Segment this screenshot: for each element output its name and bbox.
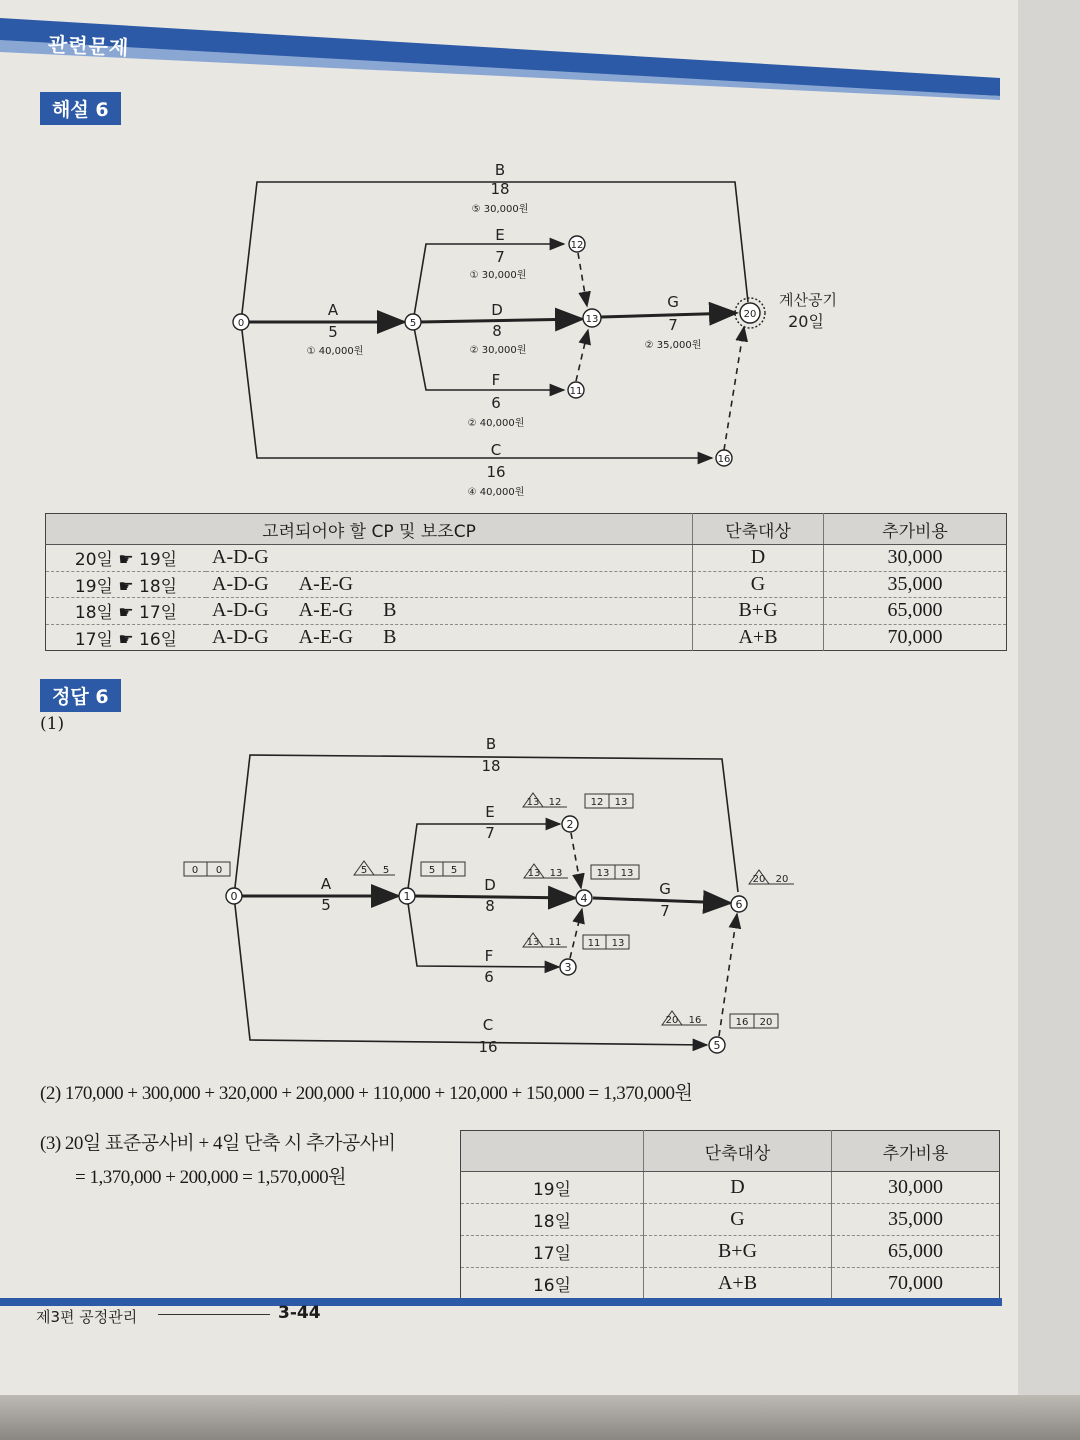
activity-name: E xyxy=(495,226,505,244)
header-blank xyxy=(461,1131,644,1172)
est-value: 11 xyxy=(548,937,562,948)
paths-cell: A-D-G A-E-G B xyxy=(206,598,693,625)
node-label: 0 xyxy=(230,890,238,903)
part-3-line-2: = 1,370,000 + 200,000 = 1,570,000원 xyxy=(75,1167,347,1188)
est-value: 5 xyxy=(382,865,390,876)
activity-name: F xyxy=(484,947,494,965)
node-label: 3 xyxy=(564,961,572,974)
period-cell: 20일 ☛ 19일 xyxy=(46,545,207,572)
lft-value: 12 xyxy=(590,797,604,808)
calc-duration-label: 계산공기 xyxy=(779,291,837,309)
period-cell: 18일 ☛ 17일 xyxy=(46,598,207,625)
activity-name: D xyxy=(491,301,503,319)
cost-cell: 70,000 xyxy=(832,1268,1000,1300)
table-row xyxy=(461,1236,1000,1268)
paths-cell: A-D-G xyxy=(206,545,693,572)
activity-duration: 8 xyxy=(492,322,502,340)
activity-duration: 5 xyxy=(321,896,331,914)
activity-duration: 16 xyxy=(478,1038,498,1056)
lft-value: 0 xyxy=(191,865,199,876)
period-cell: 17일 ☛ 16일 xyxy=(46,624,207,651)
activity-name: A xyxy=(327,301,339,319)
header-cost: 추가비용 xyxy=(832,1131,1000,1172)
footer-chapter: 제3편 공정관리 xyxy=(36,1308,138,1326)
est-value: 13 xyxy=(526,937,540,948)
node-label: 11 xyxy=(569,386,583,397)
node-label: 12 xyxy=(570,240,584,251)
est-value: 13 xyxy=(549,868,563,879)
page-number: 3-44 xyxy=(278,1303,321,1323)
section-title: 관련문제 xyxy=(47,32,130,60)
node-label: 5 xyxy=(713,1039,721,1052)
activity-duration: 16 xyxy=(486,463,506,481)
activity-duration: 7 xyxy=(668,316,678,334)
lft-value: 5 xyxy=(450,865,458,876)
cost-cell: 65,000 xyxy=(832,1236,1000,1268)
activity-duration: 5 xyxy=(328,323,338,341)
est-value: 20 xyxy=(752,874,766,885)
lft-value: 13 xyxy=(620,868,634,879)
explain-label: 해설 6 xyxy=(40,92,121,125)
activity-duration: 8 xyxy=(485,897,495,915)
header-cost: 추가비용 xyxy=(824,514,1007,545)
target-cell: A+B xyxy=(693,624,824,651)
est-value: 20 xyxy=(665,1015,679,1026)
node-label: 5 xyxy=(409,318,417,329)
activity-duration: 18 xyxy=(490,180,510,198)
activity-duration: 6 xyxy=(484,968,494,986)
activity-name: B xyxy=(485,735,497,753)
cost-cell: 30,000 xyxy=(824,545,1007,572)
node-label: 20 xyxy=(743,309,757,320)
footer-divider xyxy=(158,1314,270,1315)
header-target: 단축대상 xyxy=(644,1131,832,1172)
paths-cell: A-D-G A-E-G B xyxy=(206,624,693,651)
lft-value: 11 xyxy=(587,938,601,949)
node-label: 16 xyxy=(717,454,731,465)
target-cell: B+G xyxy=(693,598,824,625)
activity-cost: ② 30,000원 xyxy=(469,345,527,356)
activity-c-line xyxy=(234,896,707,1045)
activity-cost: ④ 40,000원 xyxy=(467,487,525,498)
activity-cost: ⑤ 30,000원 xyxy=(471,204,529,215)
est-value: 20 xyxy=(775,874,789,885)
target-cell: D xyxy=(693,545,824,572)
lft-value: 20 xyxy=(759,1017,773,1028)
activity-cost: ② 35,000원 xyxy=(644,340,702,351)
target-cell: D xyxy=(644,1172,832,1204)
part-3-line-1: (3) 20일 표준공사비 + 4일 단축 시 추가공사비 xyxy=(40,1133,396,1154)
node-label: 0 xyxy=(237,318,245,329)
cost-cell: 35,000 xyxy=(824,571,1007,598)
day-cell: 16일 xyxy=(461,1268,644,1300)
node-label: 2 xyxy=(566,818,574,831)
activity-f-line xyxy=(407,896,559,967)
node-label: 6 xyxy=(735,898,743,911)
cost-cell: 30,000 xyxy=(832,1172,1000,1204)
activity-duration: 7 xyxy=(660,902,670,920)
lft-value: 0 xyxy=(215,865,223,876)
period-cell: 19일 ☛ 18일 xyxy=(46,571,207,598)
target-cell: B+G xyxy=(644,1236,832,1268)
activity-cost: ② 40,000원 xyxy=(467,418,525,429)
target-cell: G xyxy=(693,571,824,598)
day-cell: 17일 xyxy=(461,1236,644,1268)
day-cell: 19일 xyxy=(461,1172,644,1204)
header-cp: 고려되어야 할 CP 및 보조CP xyxy=(46,514,693,545)
cost-cell: 70,000 xyxy=(824,624,1007,651)
activity-cost: ① 40,000원 xyxy=(306,346,364,357)
activity-name: E xyxy=(485,803,495,821)
activity-name: G xyxy=(659,880,671,898)
node-label: 1 xyxy=(403,890,411,903)
table-row xyxy=(461,1172,1000,1204)
est-value: 13 xyxy=(526,797,540,808)
activity-duration: 7 xyxy=(485,824,495,842)
activity-name: D xyxy=(484,876,496,894)
cost-cell: 35,000 xyxy=(832,1204,1000,1236)
est-value: 12 xyxy=(548,797,562,808)
target-cell: G xyxy=(644,1204,832,1236)
est-value: 5 xyxy=(360,865,368,876)
day-cell: 18일 xyxy=(461,1204,644,1236)
footer-bar xyxy=(0,1298,1002,1306)
header-target: 단축대상 xyxy=(693,514,824,545)
page-bottom-edge xyxy=(0,1395,1080,1440)
est-value: 13 xyxy=(527,868,541,879)
activity-name: B xyxy=(494,161,506,179)
node-label: 4 xyxy=(580,892,588,905)
lft-value: 13 xyxy=(614,797,628,808)
activity-name: C xyxy=(490,441,502,459)
table-row xyxy=(461,1268,1000,1300)
answer-table xyxy=(460,1130,1000,1300)
est-value: 16 xyxy=(688,1015,702,1026)
activity-duration: 7 xyxy=(495,248,505,266)
activity-d-line xyxy=(415,896,575,898)
activity-cost: ① 30,000원 xyxy=(469,270,527,281)
activity-name: A xyxy=(320,875,332,893)
paths-cell: A-D-G A-E-G xyxy=(206,571,693,598)
node-label: 13 xyxy=(585,314,599,325)
part-1-number: (1) xyxy=(40,714,65,734)
activity-name: G xyxy=(667,293,679,311)
lft-value: 5 xyxy=(428,865,436,876)
activity-name: F xyxy=(491,371,501,389)
cost-cell: 65,000 xyxy=(824,598,1007,625)
target-cell: A+B xyxy=(644,1268,832,1300)
lft-value: 16 xyxy=(735,1017,749,1028)
calc-duration-value: 20일 xyxy=(788,312,824,331)
lft-value: 13 xyxy=(596,868,610,879)
lft-value: 13 xyxy=(611,938,625,949)
part-2-calculation: (2) 170,000 + 300,000 + 320,000 + 200,000 + 110,000 + 120,000 + 150,000 = 1,370,000원 xyxy=(40,1083,693,1104)
activity-name: C xyxy=(482,1016,494,1034)
answer-label: 정답 6 xyxy=(40,679,121,712)
table-row xyxy=(461,1204,1000,1236)
activity-duration: 18 xyxy=(481,757,501,775)
activity-duration: 6 xyxy=(491,394,501,412)
answer-table-header xyxy=(461,1131,1000,1172)
